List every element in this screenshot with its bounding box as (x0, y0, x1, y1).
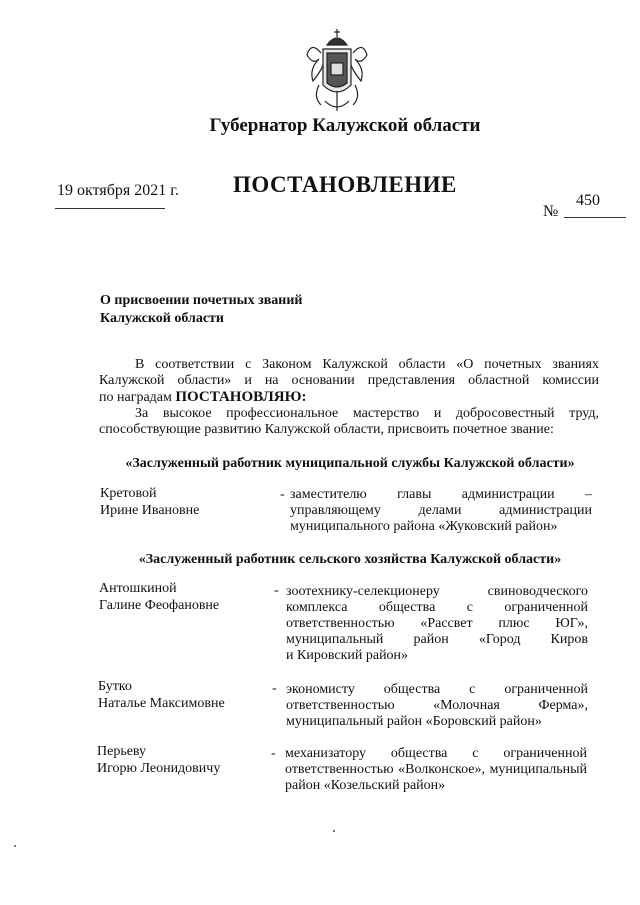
position-line: ответственностью «Молочная Ферма», (286, 698, 588, 713)
awardee-surname: Бутко (98, 679, 132, 694)
separator-dash: - (271, 746, 276, 761)
preamble-line: За высокое профессиональное мастерство и добросовестный труд, (135, 406, 599, 421)
awardee-name (100, 485, 199, 519)
awardee-given-name: Галине Феофановне (99, 598, 220, 613)
document-number: 450 (576, 192, 600, 209)
number-sign: № (543, 203, 559, 220)
separator-dash: - (274, 583, 279, 598)
awardee-position (290, 487, 592, 535)
awardee-given-name: Игорю Леонидовичу (97, 761, 221, 776)
position-line: муниципального района «Жуковский район» (290, 519, 558, 534)
award-title: «Заслуженный работник муниципальной службы Калужской области» (125, 456, 575, 471)
awardee-name (98, 678, 225, 712)
awardee-name (99, 580, 219, 614)
scan-speck (333, 830, 335, 832)
position-line: ответственностью «Рассвет плюс ЮГ», (286, 616, 588, 631)
separator-dash: - (272, 681, 277, 696)
position-line: комплекса общества с ограниченной (286, 600, 588, 615)
preamble-line: В соответствии с Законом Калужской области «О почетных званиях (135, 357, 599, 372)
awardee-position (286, 584, 588, 664)
preamble-line: по наградам (99, 390, 176, 405)
subject-line: О присвоении почетных званий (100, 293, 303, 308)
position-line: экономисту общества с ограниченной (286, 682, 588, 697)
position-line: район «Козельский район» (285, 778, 446, 793)
awardee-position (286, 682, 588, 730)
position-line: заместителю главы администрации – (290, 487, 592, 502)
position-line: управляющему делами администрации (290, 503, 592, 518)
awardee-surname: Кретовой (100, 486, 157, 501)
preamble-line: способствующие развитию Калужской области, присвоить почетное звание: (99, 422, 554, 437)
awardee-position (285, 746, 587, 794)
preamble (99, 357, 599, 438)
issuer-title: Губернатор Калужской области (209, 115, 481, 136)
awardee-name (97, 743, 220, 777)
award-title: «Заслуженный работник сельского хозяйства Калужской области» (138, 552, 562, 567)
awardee-surname: Перьеву (97, 744, 147, 759)
scan-speck (14, 845, 16, 847)
document-type: ПОСТАНОВЛЕНИЕ (233, 172, 457, 197)
position-line: муниципальный район «Город Киров (286, 632, 588, 647)
position-line: ответственностью «Волконское», муниципальный (285, 762, 587, 777)
subject-line: Калужской области (100, 311, 224, 326)
awardee-given-name: Наталье Максимовне (98, 696, 225, 711)
position-line: муниципальный район «Боровский район» (286, 714, 542, 729)
awardee-given-name: Ирине Ивановне (100, 503, 200, 518)
position-line: механизатору общества с ограниченной (285, 746, 587, 761)
separator-dash: - (280, 487, 285, 502)
document-date: 19 октября 2021 г. (57, 182, 179, 199)
kaluga-coat-of-arms-icon (303, 25, 371, 115)
position-line: и Кировский район» (286, 648, 409, 663)
resolution-keyword: ПОСТАНОВЛЯЮ: (175, 389, 307, 405)
awardee-surname: Антошкиной (99, 581, 177, 596)
date-underline (55, 208, 165, 209)
document-subject (100, 292, 302, 328)
position-line: зоотехнику-селекционеру свиноводческого (286, 584, 588, 599)
preamble-line: Калужской области» и на основании представления областной комиссии (99, 373, 599, 388)
number-underline (564, 217, 626, 218)
